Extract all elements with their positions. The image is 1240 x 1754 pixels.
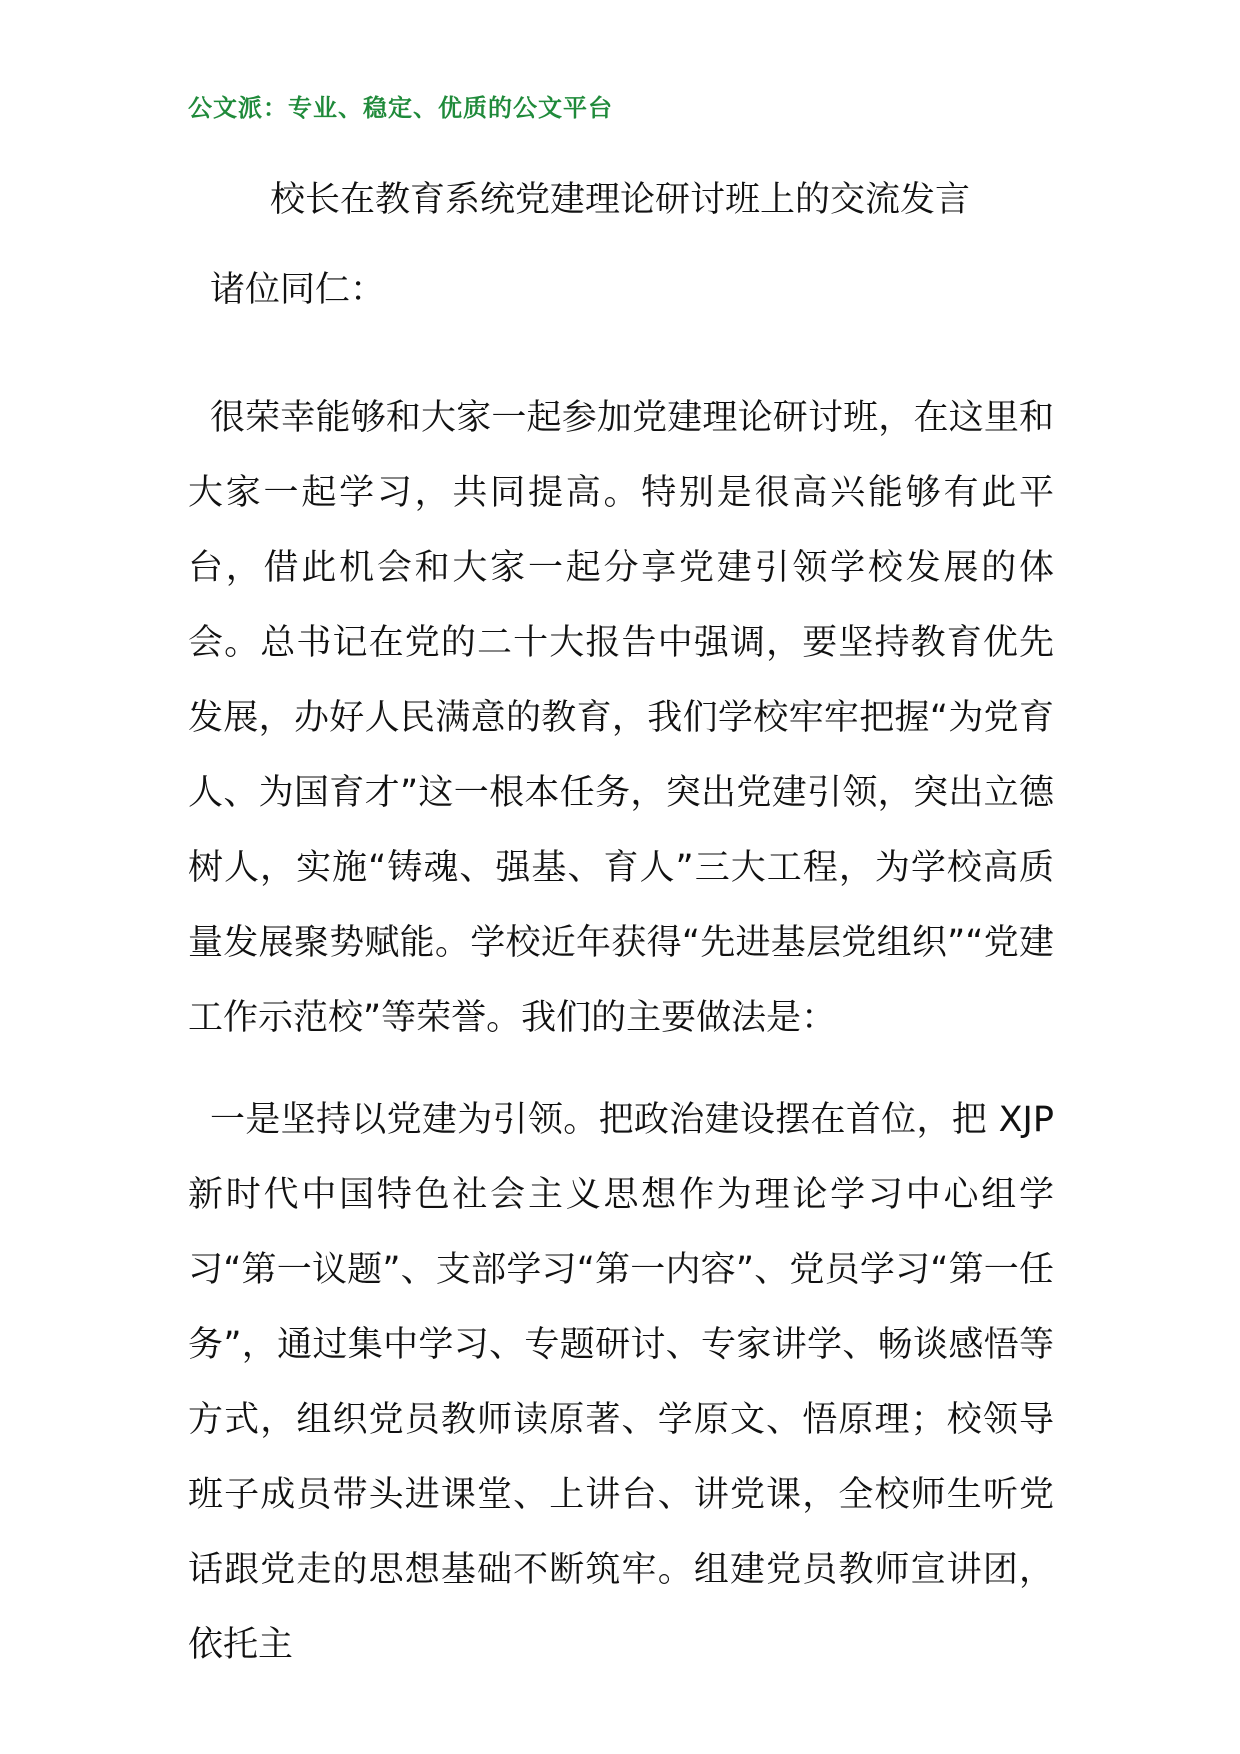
header-banner: 公文派：专业、稳定、优质的公文平台 <box>188 94 613 122</box>
document-title: 校长在教育系统党建理论研讨班上的交流发言 <box>269 180 970 220</box>
body-paragraph-2: 一是坚持以党建为引领。把政治建设摆在首位，把 XJP 新时代中国特色社会主义思想作为理论学习中心组学习“第一议题”、支部学习“第一内容”、党员学习“第一任务”，通过集中学习、专题研讨、专家讲学、畅谈感悟等方式，组织党员教师读原著、学原文、悟原理；校领导班子成员带头进课堂、上讲台、讲党课，全校师生听党话跟党走的思想基础不断筑牢。组建党员教师宣讲团，依托主 <box>188 1100 1054 1665</box>
body-paragraph-1: 很荣幸能够和大家一起参加党建理论研讨班，在这里和大家一起学习，共同提高。特别是很高兴能够有此平台，借此机会和大家一起分享党建引领学校发展的体会。总书记在党的二十大报告中强调，要坚持教育优先发展，办好人民满意的教育，我们学校牢牢把握“为党育人、为国育才”这一根本任务，突出党建引领，突出立德树人，实施“铸魂、强基、育人”三大工程，为学校高质量发展聚势赋能。学校近年获得“先进基层党组织”“党建工作示范校”等荣誉。我们的主要做法是： <box>188 398 1054 1038</box>
salutation: 诸位同仁： <box>210 270 386 310</box>
